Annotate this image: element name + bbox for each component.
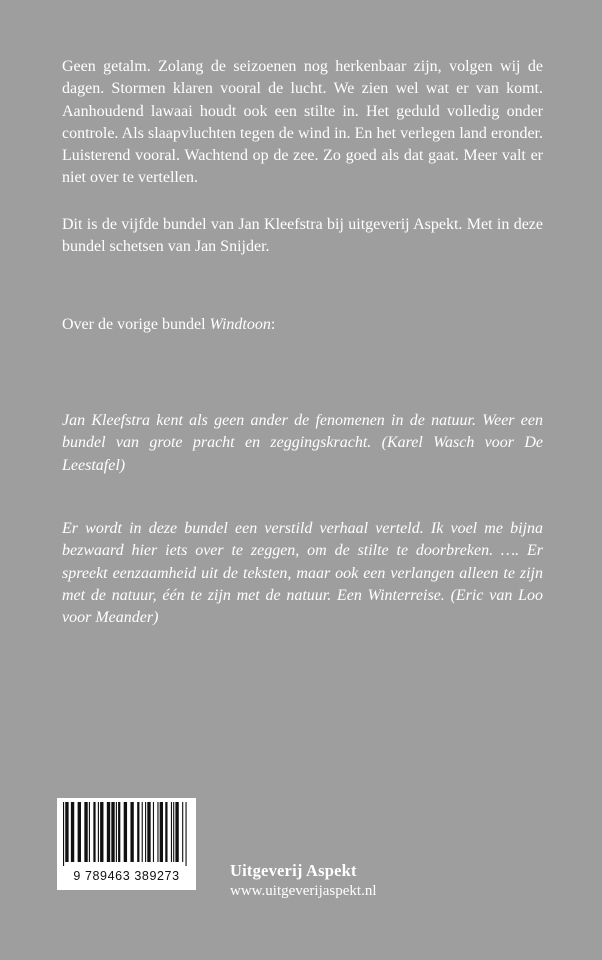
publisher-name: Uitgeverij Aspekt [230,861,357,880]
barcode-bar [71,802,74,862]
barcode-bar [84,802,87,862]
previous-title: Windtoon [209,316,271,333]
barcode-bars [63,802,190,866]
barcode [57,798,196,890]
publisher-website[interactable]: www.uitgeverijaspekt.nl [230,883,377,899]
review-text-1: Jan Kleefstra kent als geen ander de fenomenen in de natuur. Weer een bundel van grote pracht en zeggingskracht. (Karel Wasch voor De Leestafel) [62,412,543,474]
barcode-guard-bar [63,802,64,866]
barcode-bar [142,802,143,862]
barcode-bar [124,802,127,862]
barcode-bar [175,802,178,862]
barcode-bar [145,802,146,862]
barcode-bar [182,802,183,862]
barcode-bar [165,802,167,862]
barcode-bar [118,802,120,862]
previous-suffix: : [270,316,276,333]
isbn-number: 9 789463 389273 [73,869,180,883]
previous-collection-heading [62,314,543,336]
barcode-bar [171,802,172,862]
about-paragraph: Dit is de vijfde bundel van Jan Kleefstra bij uitgeverij Aspekt. Met in deze bundel schetsen van Jan Snijder. [62,216,543,256]
review-quote-1 [62,410,543,477]
barcode-bar [157,802,158,862]
blurb-text [62,56,543,190]
barcode-bar [107,802,110,862]
barcode-bar [160,802,163,862]
about-text [62,214,543,259]
barcode-bar [98,802,99,862]
barcode-bar [65,802,68,862]
blurb-paragraph: Geen getalm. Zolang de seizoenen nog herkenbaar zijn, volgen wij de dagen. Stormen klaren vooral de lucht. We zien wel wat er van komt. Aanhoudend lawaai houdt ook een stilte in. Het geduld volledig onder controle. Als slaapvluchten tegen de wind in. En het verlegen land eronder. Luisterend vooral. Wachtend op de zee. Zo goed als dat gaat. Meer valt er niet over te vertellen. [62,58,543,187]
barcode-bar [153,802,154,862]
barcode-bar [130,802,133,862]
barcode-bar [100,802,103,862]
review-quote-2 [62,518,543,629]
barcode-bar [111,802,114,862]
barcode-bar [89,802,90,862]
barcode-bar [137,802,139,862]
barcode-bar [147,802,150,862]
barcode-guard-bar [186,802,187,866]
barcode-bar [116,802,117,862]
review-text-2: Er wordt in deze bundel een verstild verhaal verteld. Ik voel me bijna bezwaard hier iets over te zeggen, om de stilte te doorbreken. …. Er spreekt eenzaamheid uit de teksten, maar ook een verlangen alleen te zijn met de natuur, één te zijn met de natuur. Een Winterreise. (Eric van Loo voor Meander) [62,520,543,627]
previous-intro: Over de vorige bundel [62,316,210,333]
barcode-bar [78,802,81,862]
barcode-bar [173,802,174,862]
barcode-bar [93,802,95,862]
